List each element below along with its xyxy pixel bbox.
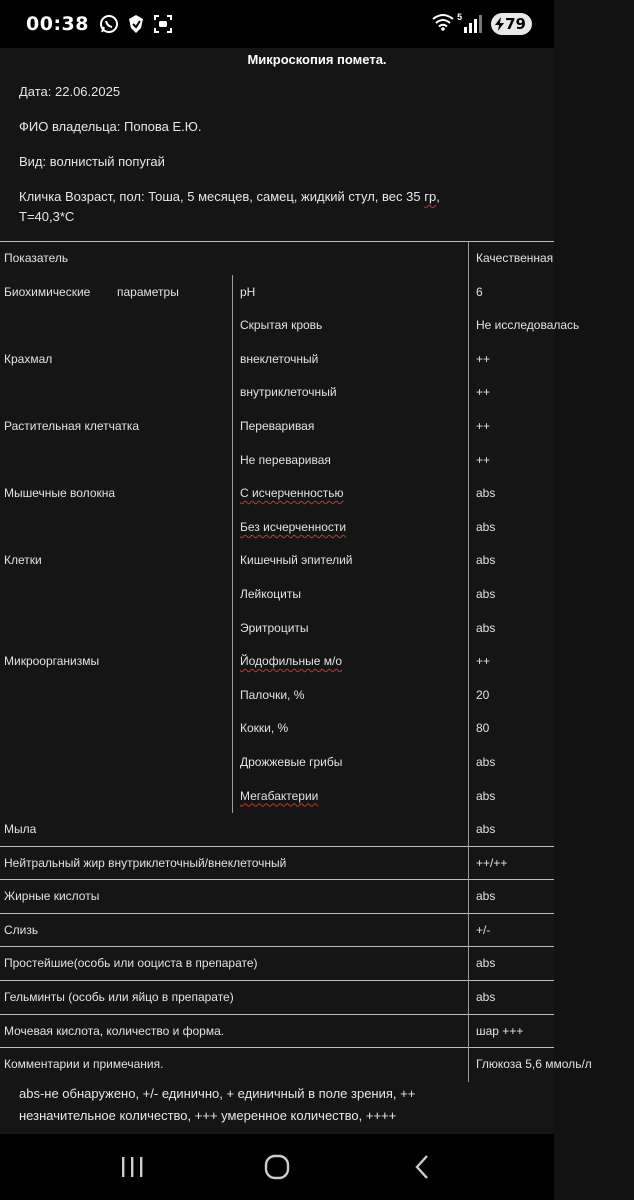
recents-icon (119, 1155, 145, 1179)
whatsapp-icon (99, 14, 119, 34)
row-qualitative-value: 80 (476, 721, 490, 736)
row-parameter: Крахмал (4, 351, 53, 366)
row-parameter (4, 510, 230, 544)
row-qualitative-value: abs (476, 754, 496, 769)
temperature-line: Т=40,3*С (19, 209, 75, 224)
status-time: 00:38 (26, 13, 89, 35)
table-row (0, 946, 554, 980)
row-parameter: Мочевая кислота, количество и форма. (4, 1023, 225, 1038)
table-row (0, 1047, 592, 1081)
spellcheck-word: Без исчерченности (240, 519, 347, 534)
row-subparameter: Скрытая кровь (240, 318, 323, 333)
row-qualitative-value: abs (476, 519, 496, 534)
charging-icon (495, 17, 504, 31)
row-parameter: Мыла (4, 822, 37, 837)
patient-line-comma: , (436, 189, 440, 204)
species-line: Вид: волнистый попугай (19, 154, 165, 169)
row-qualitative-value: +/- (476, 922, 491, 937)
row-qualitative-value: abs (476, 822, 496, 837)
header-parameter: Показатель (4, 251, 69, 265)
row-parameter (4, 375, 230, 409)
table-row (0, 678, 554, 712)
row-parameter: Микроорганизмы (4, 654, 100, 669)
row-qualitative-value: ++ (476, 418, 491, 433)
row-subparameter: pH (240, 284, 256, 299)
spellcheck-word: гр (424, 189, 437, 204)
row-parameter: Растительная клетчатка (4, 418, 140, 433)
row-qualitative-value: ++ (476, 452, 491, 467)
document-view[interactable] (0, 48, 592, 1134)
row-parameter (4, 443, 230, 477)
row-subparameter (240, 510, 465, 544)
row-parameter (4, 678, 230, 712)
table-row (0, 779, 554, 813)
date-line: Дата: 22.06.2025 (19, 84, 121, 99)
battery-indicator (491, 13, 532, 35)
row-qualitative-value: Не исследовалась (476, 318, 580, 333)
signal-indicator (457, 12, 483, 33)
row-parameter (4, 711, 230, 745)
signal-icon (463, 15, 483, 33)
row-qualitative-value: Глюкоза 5,6 ммоль/л (476, 1057, 592, 1072)
document-title: Микроскопия помета. (247, 52, 387, 67)
table-row (0, 611, 554, 645)
row-subparameter: Лейкоциты (240, 586, 302, 601)
table-row (0, 846, 554, 880)
row-subparameter (240, 476, 465, 510)
table-row (0, 644, 554, 678)
row-parameter: Жирные кислоты (4, 889, 100, 904)
row-qualitative-value: abs (476, 788, 496, 803)
legend-line-2: незначительное количество, +++ умеренное количество, ++++ (19, 1108, 397, 1123)
header-qualitative: Качественная (476, 251, 554, 265)
column-divider-middle (232, 275, 233, 813)
table-row (0, 409, 554, 443)
row-parameter (4, 779, 230, 813)
table-row (0, 711, 554, 745)
spellcheck-word: Мегабактерии (240, 788, 319, 803)
table-row (0, 1014, 554, 1048)
row-qualitative-value: abs (476, 956, 496, 971)
table-row (0, 745, 554, 779)
row-subparameter: внутриклеточный (240, 385, 337, 400)
row-parameter: Мышечные волокна (4, 486, 116, 501)
spellcheck-word: С исчерченностью (240, 486, 344, 501)
status-bar (0, 0, 554, 48)
table-row (0, 879, 554, 913)
legend-line-1: abs-не обнаружено, +/- единично, + единичный в поле зрения, ++ (19, 1086, 416, 1101)
row-parameter: Биохимические параметры (4, 284, 179, 299)
table-row (0, 510, 554, 544)
row-parameter: Слизь (4, 922, 39, 937)
table-row (0, 812, 554, 846)
spellcheck-word: Йодофильные м/о (240, 654, 343, 669)
patient-line (19, 187, 539, 207)
table-row (0, 980, 554, 1014)
row-subparameter: Не переваривая (240, 452, 331, 467)
patient-line-text: Кличка Возраст, пол: Тоша, 5 месяцев, самец, жидкий стул, вес 35 (19, 189, 425, 204)
column-divider-right (468, 241, 469, 1082)
table-row (0, 543, 554, 577)
home-button[interactable] (247, 1137, 307, 1197)
row-qualitative-value: шар +++ (476, 1023, 524, 1038)
row-qualitative-value: 6 (476, 284, 483, 299)
table-row (0, 342, 554, 376)
results-table (0, 241, 592, 1081)
row-subparameter: Переваривая (240, 418, 315, 433)
row-qualitative-value: abs (476, 486, 496, 501)
back-button[interactable] (392, 1137, 452, 1197)
row-qualitative-value: abs (476, 586, 496, 601)
row-parameter (4, 745, 230, 779)
table-row (0, 476, 554, 510)
row-subparameter: Кишечный эпителий (240, 553, 353, 568)
battery-level: 79 (505, 15, 526, 33)
home-icon (264, 1154, 290, 1180)
row-qualitative-value: abs (476, 990, 496, 1005)
screenshot-icon (153, 14, 173, 34)
table-row (0, 577, 554, 611)
table-row (0, 308, 580, 342)
table-row (0, 275, 554, 309)
wifi-icon (431, 12, 455, 37)
row-subparameter: Палочки, % (240, 687, 305, 702)
table-row (0, 375, 554, 409)
row-subparameter: Эритроциты (240, 620, 309, 635)
row-qualitative-value: abs (476, 889, 496, 904)
shield-icon (127, 14, 145, 34)
row-qualitative-value: ++ (476, 351, 491, 366)
row-qualitative-value: abs (476, 553, 496, 568)
signal-label: 5 (457, 12, 463, 22)
owner-line: ФИО владельца: Попова Е.Ю. (19, 119, 202, 134)
row-subparameter: Дрожжевые грибы (240, 754, 343, 769)
row-parameter: Клетки (4, 553, 42, 568)
row-qualitative-value: ++/++ (476, 855, 508, 870)
table-row (0, 913, 554, 947)
row-subparameter (240, 779, 465, 813)
row-parameter: Простейшие(особь или ооциста в препарате) (4, 956, 258, 971)
row-qualitative-value: abs (476, 620, 496, 635)
row-subparameter (240, 644, 465, 678)
row-parameter: Комментарии и примечания. (4, 1057, 164, 1072)
row-parameter: Гельминты (особь или яйцо в препарате) (4, 990, 234, 1005)
row-parameter (4, 308, 230, 342)
row-qualitative-value: ++ (476, 385, 491, 400)
recents-button[interactable] (102, 1137, 162, 1197)
navigation-bar (0, 1134, 554, 1200)
row-parameter: Нейтральный жир внутриклеточный/внеклеточный (4, 855, 287, 870)
row-parameter (4, 611, 230, 645)
row-qualitative-value: ++ (476, 654, 491, 669)
table-row (0, 443, 554, 477)
row-subparameter: Кокки, % (240, 721, 289, 736)
row-qualitative-value: 20 (476, 687, 490, 702)
table-header-row (0, 241, 554, 275)
back-icon (412, 1154, 432, 1180)
row-subparameter: внеклеточный (240, 351, 319, 366)
row-parameter (4, 577, 230, 611)
